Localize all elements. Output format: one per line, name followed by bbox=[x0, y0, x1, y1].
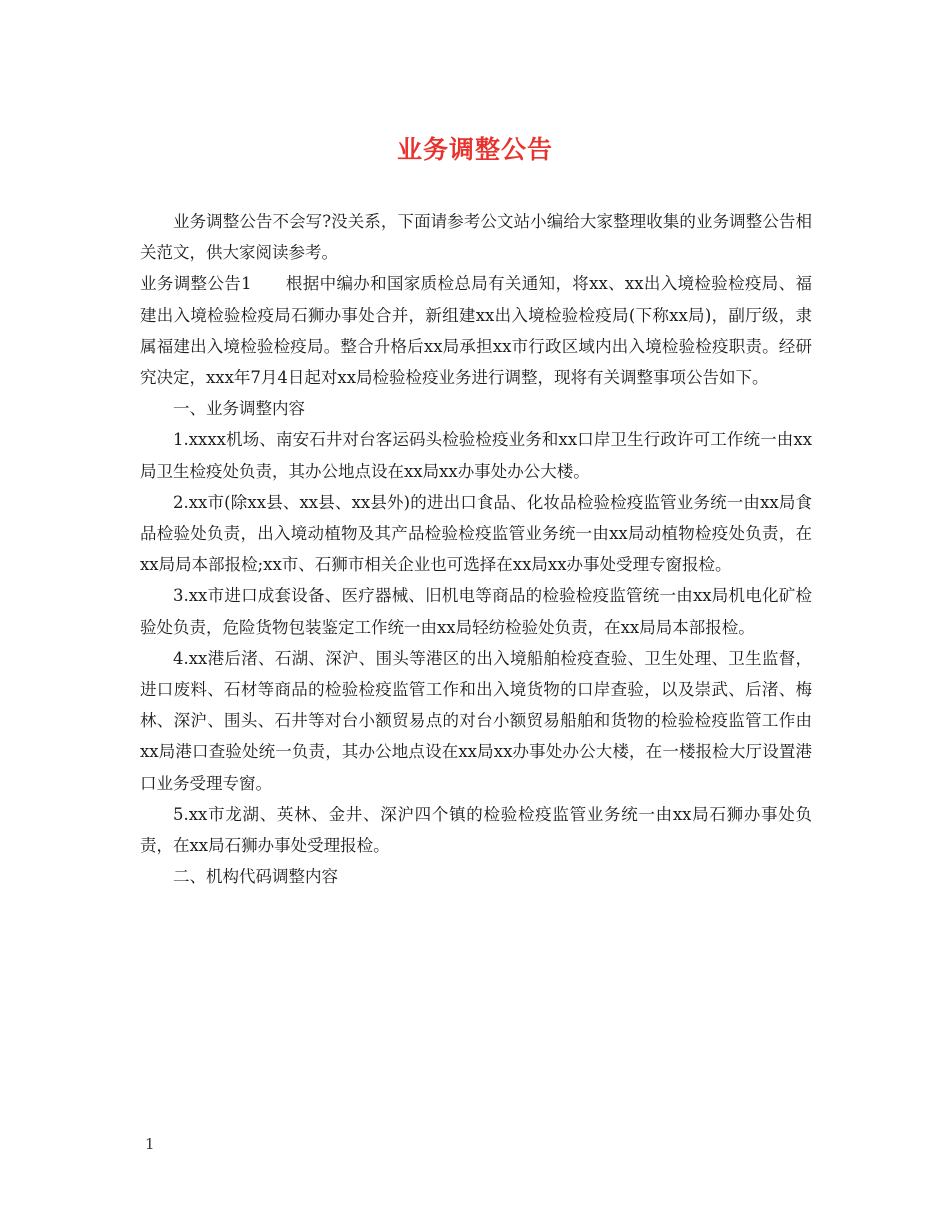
document-title: 业务调整公告 bbox=[396, 135, 553, 164]
list-item-3: 3.xx市进口成套设备、医疗器械、旧机电等商品的检验检疫监管统一由xx局机电化矿检验处负责，危险货物包装鉴定工作统一由xx局轻纺检验处负责，在xx局局本部报检。 bbox=[140, 586, 812, 637]
section-heading-1: 一、业务调整内容 bbox=[173, 399, 305, 419]
intro-paragraph: 业务调整公告不会写?没关系，下面请参考公文站小编给大家整理收集的业务调整公告相关范文，供大家阅读参考。 bbox=[140, 212, 812, 263]
page-number: 1 bbox=[145, 1135, 155, 1153]
document-body bbox=[140, 206, 812, 892]
notice-label: 业务调整公告1 bbox=[140, 274, 252, 294]
list-item-1: 1.xxxx机场、南安石井对台客运码头检验检疫业务和xx口岸卫生行政许可工作统一由xx局卫生检疫处负责，其办公地点设在xx局xx办事处办公大楼。 bbox=[140, 430, 812, 481]
section-heading-2: 二、机构代码调整内容 bbox=[173, 867, 338, 887]
list-item-4: 4.xx港后渚、石湖、深沪、围头等港区的出入境船舶检疫查验、卫生处理、卫生监督，进口废料、石材等商品的检验检疫监管工作和出入境货物的口岸查验，以及崇武、后渚、梅林、深沪、围头、石井等对台小额贸易点的对台小额贸易船舶和货物的检验检疫监管工作由xx局港口查验处统一负责，其办公地点设在xx局xx办事处办公大楼，在一楼报检大厅设置港口业务受理专窗。 bbox=[140, 648, 812, 793]
list-item-2: 2.xx市(除xx县、xx县、xx县外)的进出口食品、化妆品检验检疫监管业务统一由xx局食品检验处负责，出入境动植物及其产品检验检疫监管业务统一由xx局动植物检疫处负责，在xx局局本部报检;xx市、石狮市相关企业也可选择在xx局xx办事处受理专窗报检。 bbox=[140, 492, 812, 575]
list-item-5: 5.xx市龙湖、英林、金井、深沪四个镇的检验检疫监管业务统一由xx局石狮办事处负责，在xx局石狮办事处受理报检。 bbox=[140, 804, 812, 856]
notice-paragraph bbox=[140, 268, 812, 393]
notice-text: 根据中编办和国家质检总局有关通知，将xx、xx出入境检验检疫局、福建出入境检验检疫局石狮办事处合并，新组建xx出入境检验检疫局(下称xx局)，副厅级，隶属福建出入境检验检疫局。整合升格后xx局承担xx市行政区域内出入境检验检疫职责。经研究决定，xxx年7月4日起对xx局检验检疫业务进行调整，现将有关调整事项公告如下。 bbox=[140, 274, 812, 388]
